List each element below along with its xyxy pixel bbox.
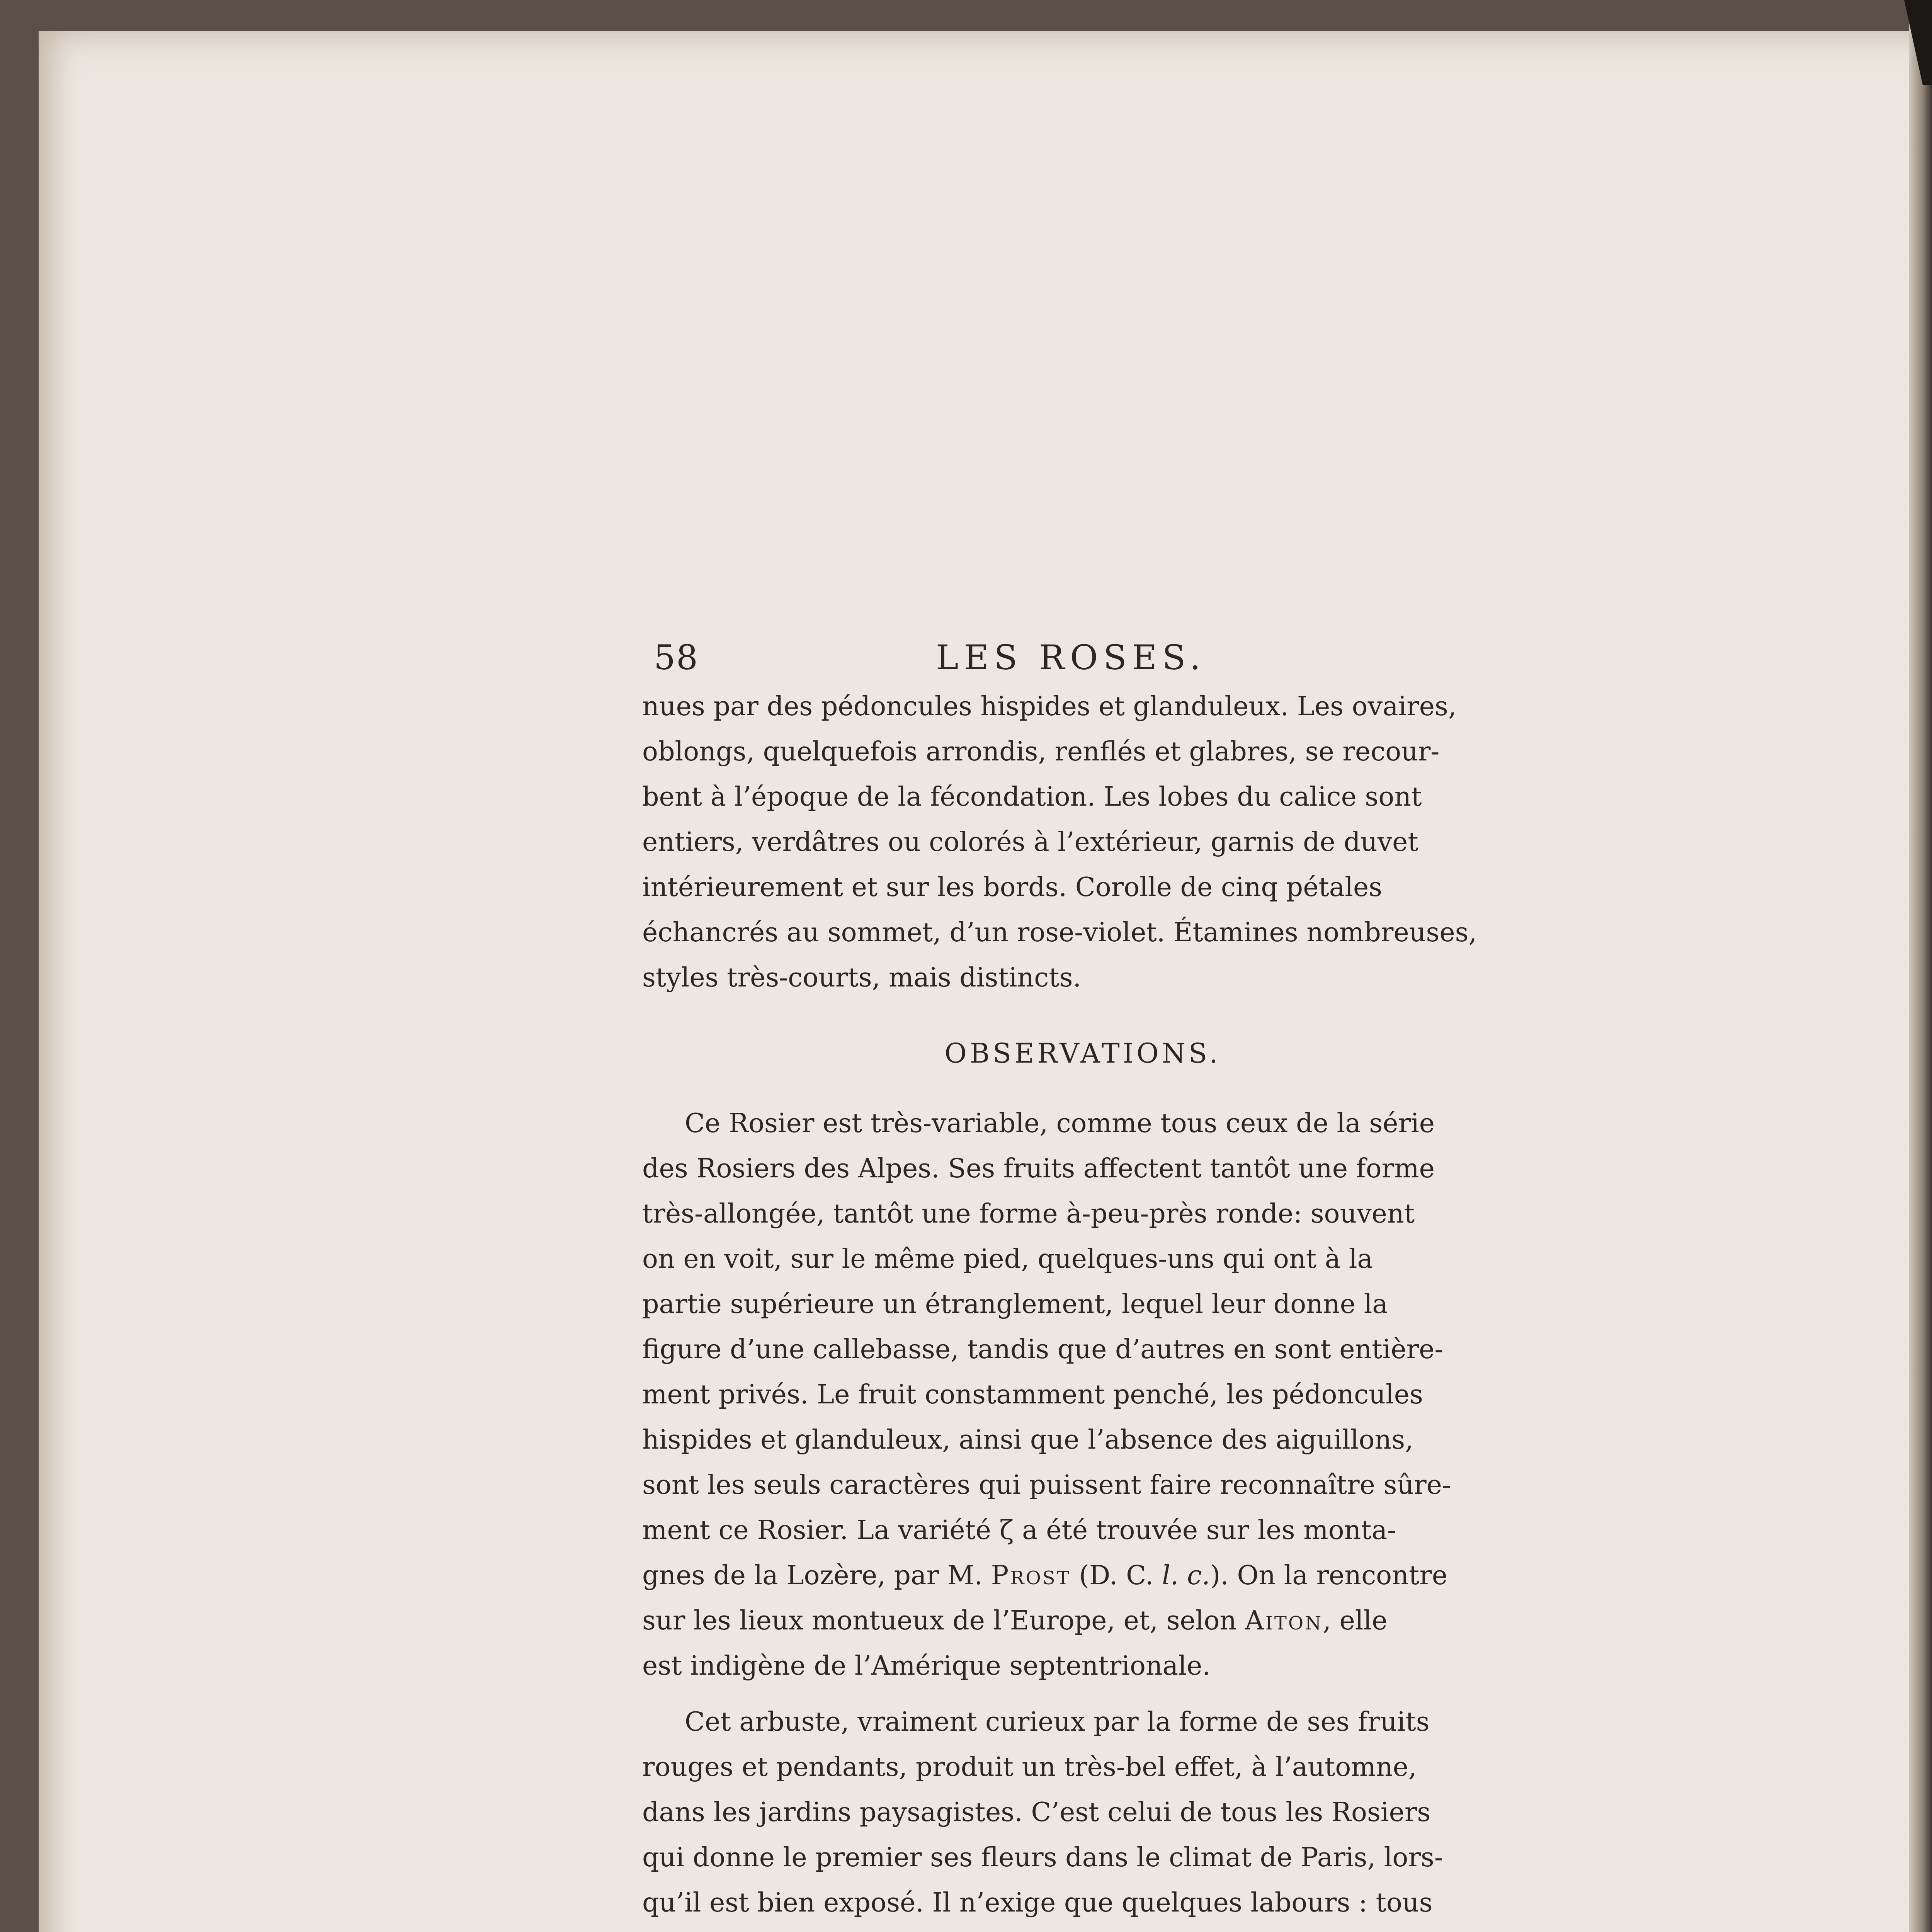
- text-line: on en voit, sur le même pied, quelques-uns qui ont à la: [642, 1244, 1373, 1274]
- text-line: ment privés. Le fruit constamment penché, les pédoncules: [642, 1379, 1423, 1410]
- text-fragment: gnes de la Lozère, par M.: [642, 1560, 991, 1591]
- text-line: intérieurement et sur les bords. Corolle de cinq pétales: [642, 872, 1383, 903]
- text-line: sont les seuls caractères qui puissent faire reconnaître sûre-: [642, 1470, 1451, 1500]
- text-line: rouges et pendants, produit un très-bel effet, à l’automne,: [642, 1752, 1417, 1782]
- text-line: qu’il est bien exposé. Il n’exige que quelques labours : tous: [642, 1888, 1433, 1918]
- author-name-prost: Prost: [991, 1560, 1071, 1591]
- text-line: bent à l’époque de la fécondation. Les lobes du calice sont: [642, 782, 1422, 812]
- text-line: [642, 1560, 1447, 1591]
- text-line: Ce Rosier est très-variable, comme tous ceux de la série: [685, 1108, 1435, 1139]
- running-head: [642, 638, 1523, 684]
- text-line: dans les jardins paysagistes. C’est celui de tous les Rosiers: [642, 1797, 1431, 1828]
- author-name-aiton: Aiton: [1245, 1605, 1323, 1636]
- book-page-edge: [1909, 0, 1932, 1932]
- page-number: 58: [654, 638, 699, 677]
- text-block: [642, 638, 1523, 1932]
- reference-loc-cit: l. c.: [1162, 1560, 1210, 1591]
- text-fragment: sur les lieux montueux de l’Europe, et, selon: [642, 1605, 1245, 1636]
- text-line: figure d’une callebasse, tandis que d’autres en sont entière-: [642, 1334, 1444, 1365]
- text-fragment: (D. C.: [1070, 1560, 1162, 1591]
- observations-paragraph-2: [642, 1699, 1523, 1932]
- text-line: styles très-courts, mais distincts.: [642, 963, 1082, 993]
- intro-paragraph: [642, 684, 1523, 1000]
- text-line: nues par des pédoncules hispides et glanduleux. Les ovaires,: [642, 691, 1457, 722]
- text-fragment: , elle: [1323, 1605, 1388, 1636]
- text-line: oblongs, quelquefois arrondis, renflés et glabres, se recour-: [642, 736, 1440, 767]
- text-line: qui donne le premier ses fleurs dans le climat de Paris, lors-: [642, 1842, 1443, 1873]
- text-line: partie supérieure un étranglement, lequel leur donne la: [642, 1289, 1388, 1320]
- text-line: hispides et glanduleux, ainsi que l’absence des aiguillons,: [642, 1425, 1413, 1455]
- text-line: est indigène de l’Amérique septentrionale.: [642, 1651, 1211, 1681]
- running-title: LES ROSES.: [936, 638, 1206, 677]
- observations-paragraph-1: [642, 1101, 1523, 1689]
- text-line: échancrés au sommet, d’un rose-violet. Étamines nombreuses,: [642, 917, 1477, 948]
- text-line: très-allongée, tantôt une forme à-peu-près ronde: souvent: [642, 1199, 1415, 1229]
- text-fragment: ). On la rencontre: [1210, 1560, 1447, 1591]
- text-line: entiers, verdâtres ou colorés à l’extérieur, garnis de duvet: [642, 827, 1418, 857]
- text-line: [642, 1605, 1387, 1636]
- text-line: des Rosiers des Alpes. Ses fruits affectent tantôt une forme: [642, 1153, 1435, 1184]
- section-heading: OBSERVATIONS.: [944, 1037, 1221, 1069]
- text-line: ment ce Rosier. La variété ζ a été trouvée sur les monta-: [642, 1515, 1396, 1546]
- text-line: Cet arbuste, vraiment curieux par la forme de ses fruits: [685, 1707, 1430, 1737]
